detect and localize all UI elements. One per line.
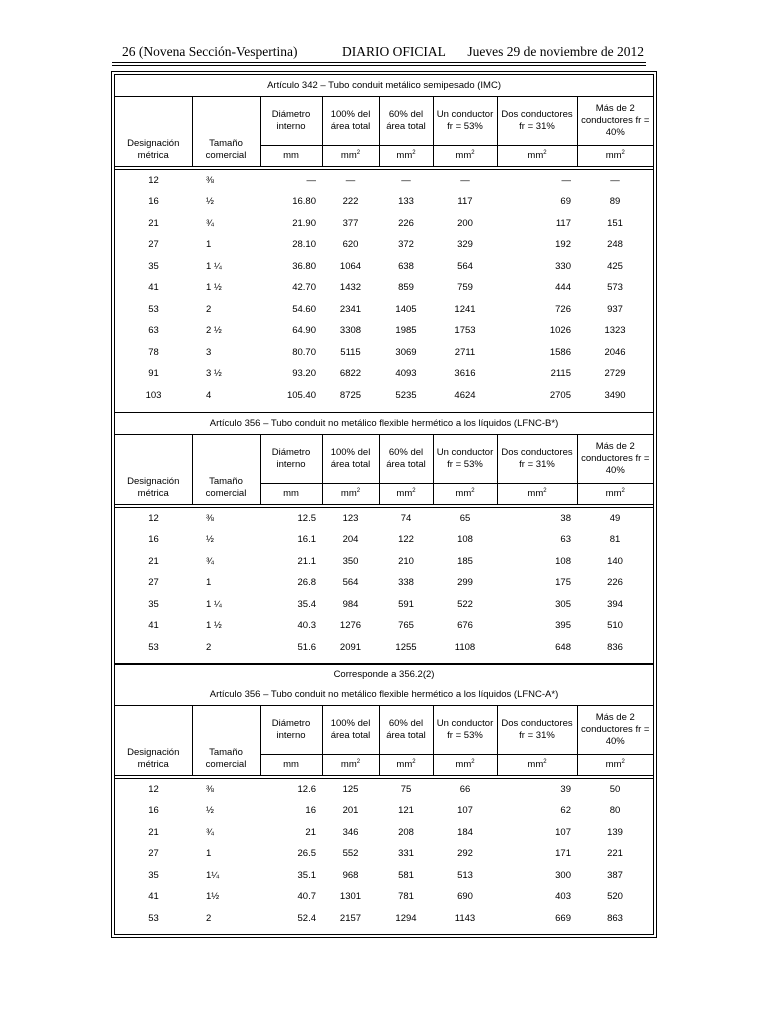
col-tamano: Tamaño comercial <box>192 435 260 505</box>
mas2-conductores-cell: 510 <box>607 620 623 632</box>
col-area60: 60% del área total <box>379 706 433 755</box>
tamano-cell: 1 ¼ <box>206 598 222 610</box>
designacion-cell: 53 <box>148 641 159 653</box>
tamano-cell: 1 <box>206 577 212 589</box>
dos-conductores-cell: 444 <box>555 282 571 294</box>
area100-cell: 2091 <box>339 641 362 653</box>
table-row <box>115 616 653 638</box>
designacion-cell: 53 <box>148 912 159 924</box>
area60-cell: 765 <box>398 620 414 632</box>
area60-cell: — <box>401 174 411 186</box>
designacion-cell: 21 <box>148 555 159 567</box>
table-row <box>115 235 653 257</box>
diametro-cell: 16 <box>305 805 316 817</box>
tamano-cell: 3 <box>206 346 212 358</box>
un-conductor-cell: 292 <box>457 848 473 860</box>
mas2-conductores-cell: 3490 <box>604 389 626 401</box>
diametro-cell: 21.1 <box>297 555 316 567</box>
diametro-cell: 36.80 <box>292 260 316 272</box>
table-row <box>115 594 653 616</box>
dos-conductores-cell: 330 <box>555 260 571 272</box>
un-conductor-cell: 676 <box>457 620 473 632</box>
table-lfnc-a <box>115 663 653 930</box>
col-area100: 100% del área total <box>322 706 379 755</box>
diametro-cell: 93.20 <box>292 368 316 380</box>
area60-cell: 1405 <box>395 303 417 315</box>
col-diametro: Diámetro interno <box>260 435 322 484</box>
designacion-cell: 21 <box>148 826 159 838</box>
area60-cell: 210 <box>398 555 414 567</box>
designacion-cell: 27 <box>148 577 159 589</box>
col-dos-conductores: Dos conductores fr = 31% <box>497 435 577 484</box>
mas2-conductores-cell: — <box>610 174 620 186</box>
table-title: Artículo 342 – Tubo conduit metálico semipesado (IMC) <box>115 75 653 97</box>
mas2-conductores-cell: 387 <box>607 869 623 881</box>
un-conductor-cell: 513 <box>457 869 473 881</box>
designacion-cell: 35 <box>148 869 159 881</box>
col-un-conductor: Un conductor fr = 53% <box>433 435 497 484</box>
designacion-cell: 12 <box>148 174 159 186</box>
area60-cell: 338 <box>398 577 414 589</box>
un-conductor-cell: 184 <box>457 826 473 838</box>
col-designacion: Designación métrica <box>115 706 192 776</box>
unit-mm2: $mm^2$ <box>577 484 653 505</box>
designacion-cell: 63 <box>148 325 159 337</box>
diametro-cell: 16.1 <box>297 534 316 546</box>
dos-conductores-cell: 117 <box>555 217 571 229</box>
diametro-cell: 21 <box>305 826 316 838</box>
designacion-cell: 41 <box>148 282 159 294</box>
designacion-cell: 16 <box>148 534 159 546</box>
un-conductor-cell: 329 <box>457 239 473 251</box>
diametro-cell: 40.3 <box>297 620 316 632</box>
page-number-section: 26 (Novena Sección-Vespertina) <box>122 44 298 59</box>
mas2-conductores-cell: 2729 <box>604 368 626 380</box>
dos-conductores-cell: 38 <box>560 512 571 524</box>
un-conductor-cell: 522 <box>457 598 473 610</box>
area100-cell: 125 <box>342 783 359 795</box>
un-conductor-cell: 107 <box>457 805 473 817</box>
unit-mm2: $mm^2$ <box>497 755 577 776</box>
col-diametro: Diámetro interno <box>260 706 322 755</box>
un-conductor-cell: 1108 <box>454 641 476 653</box>
publication-title: DIARIO OFICIAL <box>342 44 446 59</box>
table-row <box>115 508 653 530</box>
col-dos-conductores: Dos conductores fr = 31% <box>497 706 577 755</box>
table-row <box>115 213 653 235</box>
dos-conductores-cell: 305 <box>555 598 571 610</box>
unit-mm: mm <box>260 484 322 505</box>
area100-cell: 204 <box>342 534 359 546</box>
tamano-cell: 2 <box>206 641 212 653</box>
tamano-cell: 1 ¼ <box>206 260 222 272</box>
table-row <box>115 908 653 930</box>
area100-cell: 2341 <box>339 303 362 315</box>
tamano-cell: 4 <box>206 389 212 401</box>
area100-cell: 1432 <box>339 282 362 294</box>
designacion-cell: 78 <box>148 346 159 358</box>
diametro-cell: 51.6 <box>297 641 316 653</box>
tamano-cell: ⅜ <box>206 512 214 524</box>
mas2-conductores-cell: 140 <box>607 555 623 567</box>
un-conductor-cell: 759 <box>457 282 473 294</box>
tamano-cell: 2 <box>206 912 212 924</box>
tamano-cell: ¾ <box>206 555 214 567</box>
area60-cell: 4093 <box>395 368 417 380</box>
unit-mm2: $mm^2$ <box>497 484 577 505</box>
area60-cell: 1985 <box>395 325 417 337</box>
unit-mm2: $mm^2$ <box>433 755 497 776</box>
col-designacion: Designación métrica <box>115 435 192 505</box>
diametro-cell: — <box>306 174 316 186</box>
tamano-cell: 2 <box>206 303 212 315</box>
dos-conductores-cell: 107 <box>555 826 571 838</box>
tamano-cell: 3 ½ <box>206 368 222 380</box>
dos-conductores-cell: 669 <box>555 912 571 924</box>
mas2-conductores-cell: 226 <box>607 577 623 589</box>
area60-cell: 1255 <box>395 641 417 653</box>
area60-cell: 859 <box>398 282 414 294</box>
mas2-conductores-cell: 49 <box>609 512 621 524</box>
tamano-cell: 1 <box>206 239 212 251</box>
mas2-conductores-cell: 573 <box>607 282 623 294</box>
mas2-conductores-cell: 50 <box>609 783 621 795</box>
col-dos-conductores: Dos conductores fr = 31% <box>497 97 577 146</box>
area60-cell: 122 <box>398 534 414 546</box>
unit-mm2: $mm^2$ <box>379 146 433 167</box>
area100-cell: 123 <box>342 512 359 524</box>
un-conductor-cell: 200 <box>457 217 473 229</box>
area100-cell: — <box>345 174 356 186</box>
dos-conductores-cell: 69 <box>560 196 571 208</box>
unit-mm2: $mm^2$ <box>433 484 497 505</box>
diametro-cell: 26.5 <box>297 848 316 860</box>
col-mas2-conductores: Más de 2 conductores fr = 40% <box>577 97 653 146</box>
col-area100: 100% del área total <box>322 97 379 146</box>
designacion-cell: 103 <box>145 389 162 401</box>
diametro-cell: 105.40 <box>286 389 316 401</box>
dos-conductores-cell: 108 <box>555 555 571 567</box>
area100-cell: 5115 <box>340 346 361 358</box>
publication-date: Jueves 29 de noviembre de 2012 <box>467 44 644 59</box>
unit-mm2: $mm^2$ <box>577 755 653 776</box>
tamano-cell: ¾ <box>206 217 214 229</box>
un-conductor-cell: 299 <box>457 577 473 589</box>
area100-cell: 552 <box>342 848 359 860</box>
dos-conductores-cell: 63 <box>560 534 571 546</box>
tamano-cell: 1½ <box>206 891 220 903</box>
tamano-cell: ⅜ <box>206 174 214 186</box>
table-row <box>115 551 653 573</box>
table-row <box>115 170 653 192</box>
unit-mm: mm <box>260 146 322 167</box>
un-conductor-cell: 1753 <box>454 325 476 337</box>
un-conductor-cell: 185 <box>457 555 473 567</box>
unit-mm2: $mm^2$ <box>322 755 379 776</box>
area100-cell: 346 <box>342 826 359 838</box>
area100-cell: 984 <box>342 598 359 610</box>
table-imc <box>115 75 653 407</box>
tamano-cell: ½ <box>206 534 214 546</box>
designacion-cell: 21 <box>148 217 159 229</box>
dos-conductores-cell: 648 <box>555 641 571 653</box>
diametro-cell: 12.5 <box>297 512 316 524</box>
dos-conductores-cell: 175 <box>555 577 571 589</box>
table-row <box>115 299 653 321</box>
designacion-cell: 41 <box>148 891 159 903</box>
area100-cell: 1064 <box>339 260 362 272</box>
un-conductor-cell: 3616 <box>454 368 476 380</box>
diametro-cell: 52.4 <box>297 912 316 924</box>
col-un-conductor: Un conductor fr = 53% <box>433 97 497 146</box>
table-row <box>115 887 653 909</box>
mas2-conductores-cell: 2046 <box>604 346 626 358</box>
unit-mm2: $mm^2$ <box>577 146 653 167</box>
table-row <box>115 779 653 801</box>
area60-cell: 133 <box>398 196 414 208</box>
mas2-conductores-cell: 221 <box>607 848 623 860</box>
diametro-cell: 21.90 <box>292 217 316 229</box>
designacion-cell: 16 <box>148 805 159 817</box>
dos-conductores-cell: 39 <box>560 783 571 795</box>
diametro-cell: 42.70 <box>292 282 316 294</box>
mas2-conductores-cell: 520 <box>607 891 623 903</box>
diametro-cell: 28.10 <box>292 239 316 251</box>
diametro-cell: 26.8 <box>297 577 316 589</box>
designacion-cell: 41 <box>148 620 159 632</box>
area100-cell: 2157 <box>339 912 362 924</box>
dos-conductores-cell: 1026 <box>549 325 571 337</box>
mas2-conductores-cell: 836 <box>607 641 623 653</box>
area100-cell: 968 <box>342 869 359 881</box>
mas2-conductores-cell: 394 <box>607 598 623 610</box>
un-conductor-cell: 2711 <box>454 346 476 358</box>
table-row <box>115 321 653 343</box>
designacion-cell: 12 <box>148 783 159 795</box>
tamano-cell: ½ <box>206 196 214 208</box>
unit-mm2: $mm^2$ <box>433 146 497 167</box>
area60-cell: 75 <box>400 783 412 795</box>
diametro-cell: 80.70 <box>292 346 316 358</box>
un-conductor-cell: 66 <box>459 783 471 795</box>
unit-mm2: $mm^2$ <box>497 146 577 167</box>
unit-mm2: $mm^2$ <box>322 484 379 505</box>
dos-conductores-cell: 171 <box>555 848 571 860</box>
unit-mm2: $mm^2$ <box>379 755 433 776</box>
mas2-conductores-cell: 81 <box>609 534 621 546</box>
dos-conductores-cell: 403 <box>555 891 571 903</box>
designacion-cell: 27 <box>148 239 159 251</box>
tamano-cell: 1 ½ <box>206 282 222 294</box>
area100-cell: 1276 <box>339 620 362 632</box>
col-un-conductor: Un conductor fr = 53% <box>433 706 497 755</box>
diametro-cell: 35.1 <box>297 869 316 881</box>
mas2-conductores-cell: 863 <box>607 912 623 924</box>
page-header <box>112 42 646 63</box>
area60-cell: 5235 <box>395 389 417 401</box>
col-tamano: Tamaño comercial <box>192 97 260 167</box>
col-area60: 60% del área total <box>379 435 433 484</box>
table-pretitle: Corresponde a 356.2(2) <box>115 664 653 685</box>
tamano-cell: ½ <box>206 805 214 817</box>
unit-mm2: $mm^2$ <box>379 484 433 505</box>
un-conductor-cell: 1241 <box>454 303 476 315</box>
area60-cell: 638 <box>398 260 414 272</box>
mas2-conductores-cell: 151 <box>607 217 623 229</box>
col-mas2-conductores: Más de 2 conductores fr = 40% <box>577 435 653 484</box>
designacion-cell: 35 <box>148 260 159 272</box>
col-diametro: Diámetro interno <box>260 97 322 146</box>
col-mas2-conductores: Más de 2 conductores fr = 40% <box>577 706 653 755</box>
mas2-conductores-cell: 937 <box>607 303 623 315</box>
col-area60: 60% del área total <box>379 97 433 146</box>
table-row <box>115 192 653 214</box>
tamano-cell: 2 ½ <box>206 325 222 337</box>
dos-conductores-cell: 395 <box>555 620 571 632</box>
area60-cell: 208 <box>398 826 414 838</box>
table-row <box>115 342 653 364</box>
area100-cell: 222 <box>342 196 359 208</box>
unit-mm2: $mm^2$ <box>322 146 379 167</box>
area100-cell: 620 <box>342 239 359 251</box>
area60-cell: 591 <box>398 598 414 610</box>
area60-cell: 781 <box>398 891 414 903</box>
area60-cell: 74 <box>400 512 412 524</box>
tamano-cell: 1 <box>206 848 212 860</box>
col-area100: 100% del área total <box>322 435 379 484</box>
diametro-cell: 64.90 <box>292 325 316 337</box>
designacion-cell: 35 <box>148 598 159 610</box>
area100-cell: 1301 <box>339 891 362 903</box>
mas2-conductores-cell: 425 <box>607 260 623 272</box>
area100-cell: 3308 <box>339 325 362 337</box>
dos-conductores-cell: 192 <box>555 239 571 251</box>
area100-cell: 377 <box>342 217 359 229</box>
table-row <box>115 573 653 595</box>
diametro-cell: 40.7 <box>297 891 316 903</box>
header-rule <box>112 65 646 66</box>
table-title: Artículo 356 – Tubo conduit no metálico flexible hermético a los líquidos (LFNC-B*) <box>115 413 653 435</box>
area100-cell: 564 <box>342 577 359 589</box>
table-row <box>115 256 653 278</box>
area100-cell: 6822 <box>339 368 362 380</box>
tamano-cell: ⅜ <box>206 783 214 795</box>
un-conductor-cell: 564 <box>457 260 473 272</box>
un-conductor-cell: 4624 <box>454 389 476 401</box>
table-lfnc-b <box>115 412 653 659</box>
un-conductor-cell: — <box>460 174 470 186</box>
dos-conductores-cell: — <box>561 174 571 186</box>
table-row <box>115 278 653 300</box>
un-conductor-cell: 108 <box>457 534 473 546</box>
table-row <box>115 801 653 823</box>
mas2-conductores-cell: 248 <box>607 239 623 251</box>
un-conductor-cell: 1143 <box>454 912 476 924</box>
un-conductor-cell: 690 <box>457 891 473 903</box>
mas2-conductores-cell: 80 <box>609 805 621 817</box>
table-title: Artículo 356 – Tubo conduit no metálico flexible hermético a los líquidos (LFNC-A*) <box>115 685 653 706</box>
area60-cell: 1294 <box>395 912 417 924</box>
mas2-conductores-cell: 89 <box>609 196 621 208</box>
diametro-cell: 12.6 <box>297 783 316 795</box>
area100-cell: 8725 <box>339 389 362 401</box>
tamano-cell: ¾ <box>206 826 214 838</box>
dos-conductores-cell: 62 <box>560 805 571 817</box>
col-tamano: Tamaño comercial <box>192 706 260 776</box>
area60-cell: 372 <box>398 239 414 251</box>
un-conductor-cell: 117 <box>457 196 473 208</box>
area60-cell: 121 <box>398 805 414 817</box>
un-conductor-cell: 65 <box>459 512 471 524</box>
table-row <box>115 385 653 407</box>
table-row <box>115 822 653 844</box>
unit-mm: mm <box>260 755 322 776</box>
dos-conductores-cell: 1586 <box>549 346 571 358</box>
designacion-cell: 27 <box>148 848 159 860</box>
table-row <box>115 637 653 659</box>
table-row <box>115 364 653 386</box>
area60-cell: 581 <box>398 869 414 881</box>
diametro-cell: 54.60 <box>292 303 316 315</box>
dos-conductores-cell: 2115 <box>550 368 571 380</box>
area60-cell: 226 <box>398 217 414 229</box>
table-row <box>115 844 653 866</box>
col-designacion: Designación métrica <box>115 97 192 167</box>
designacion-cell: 16 <box>148 196 159 208</box>
mas2-conductores-cell: 139 <box>607 826 623 838</box>
area60-cell: 331 <box>398 848 414 860</box>
designacion-cell: 12 <box>148 512 159 524</box>
area100-cell: 350 <box>342 555 359 567</box>
mas2-conductores-cell: 1323 <box>604 325 626 337</box>
area60-cell: 3069 <box>395 346 417 358</box>
dos-conductores-cell: 2705 <box>549 389 571 401</box>
designacion-cell: 53 <box>148 303 159 315</box>
diametro-cell: 16.80 <box>292 196 316 208</box>
table-row <box>115 530 653 552</box>
dos-conductores-cell: 726 <box>555 303 571 315</box>
tamano-cell: 1¼ <box>206 869 220 881</box>
diametro-cell: 35.4 <box>297 598 316 610</box>
designacion-cell: 91 <box>148 368 159 380</box>
dos-conductores-cell: 300 <box>555 869 571 881</box>
table-row <box>115 865 653 887</box>
tamano-cell: 1 ½ <box>206 620 222 632</box>
area100-cell: 201 <box>342 805 359 817</box>
